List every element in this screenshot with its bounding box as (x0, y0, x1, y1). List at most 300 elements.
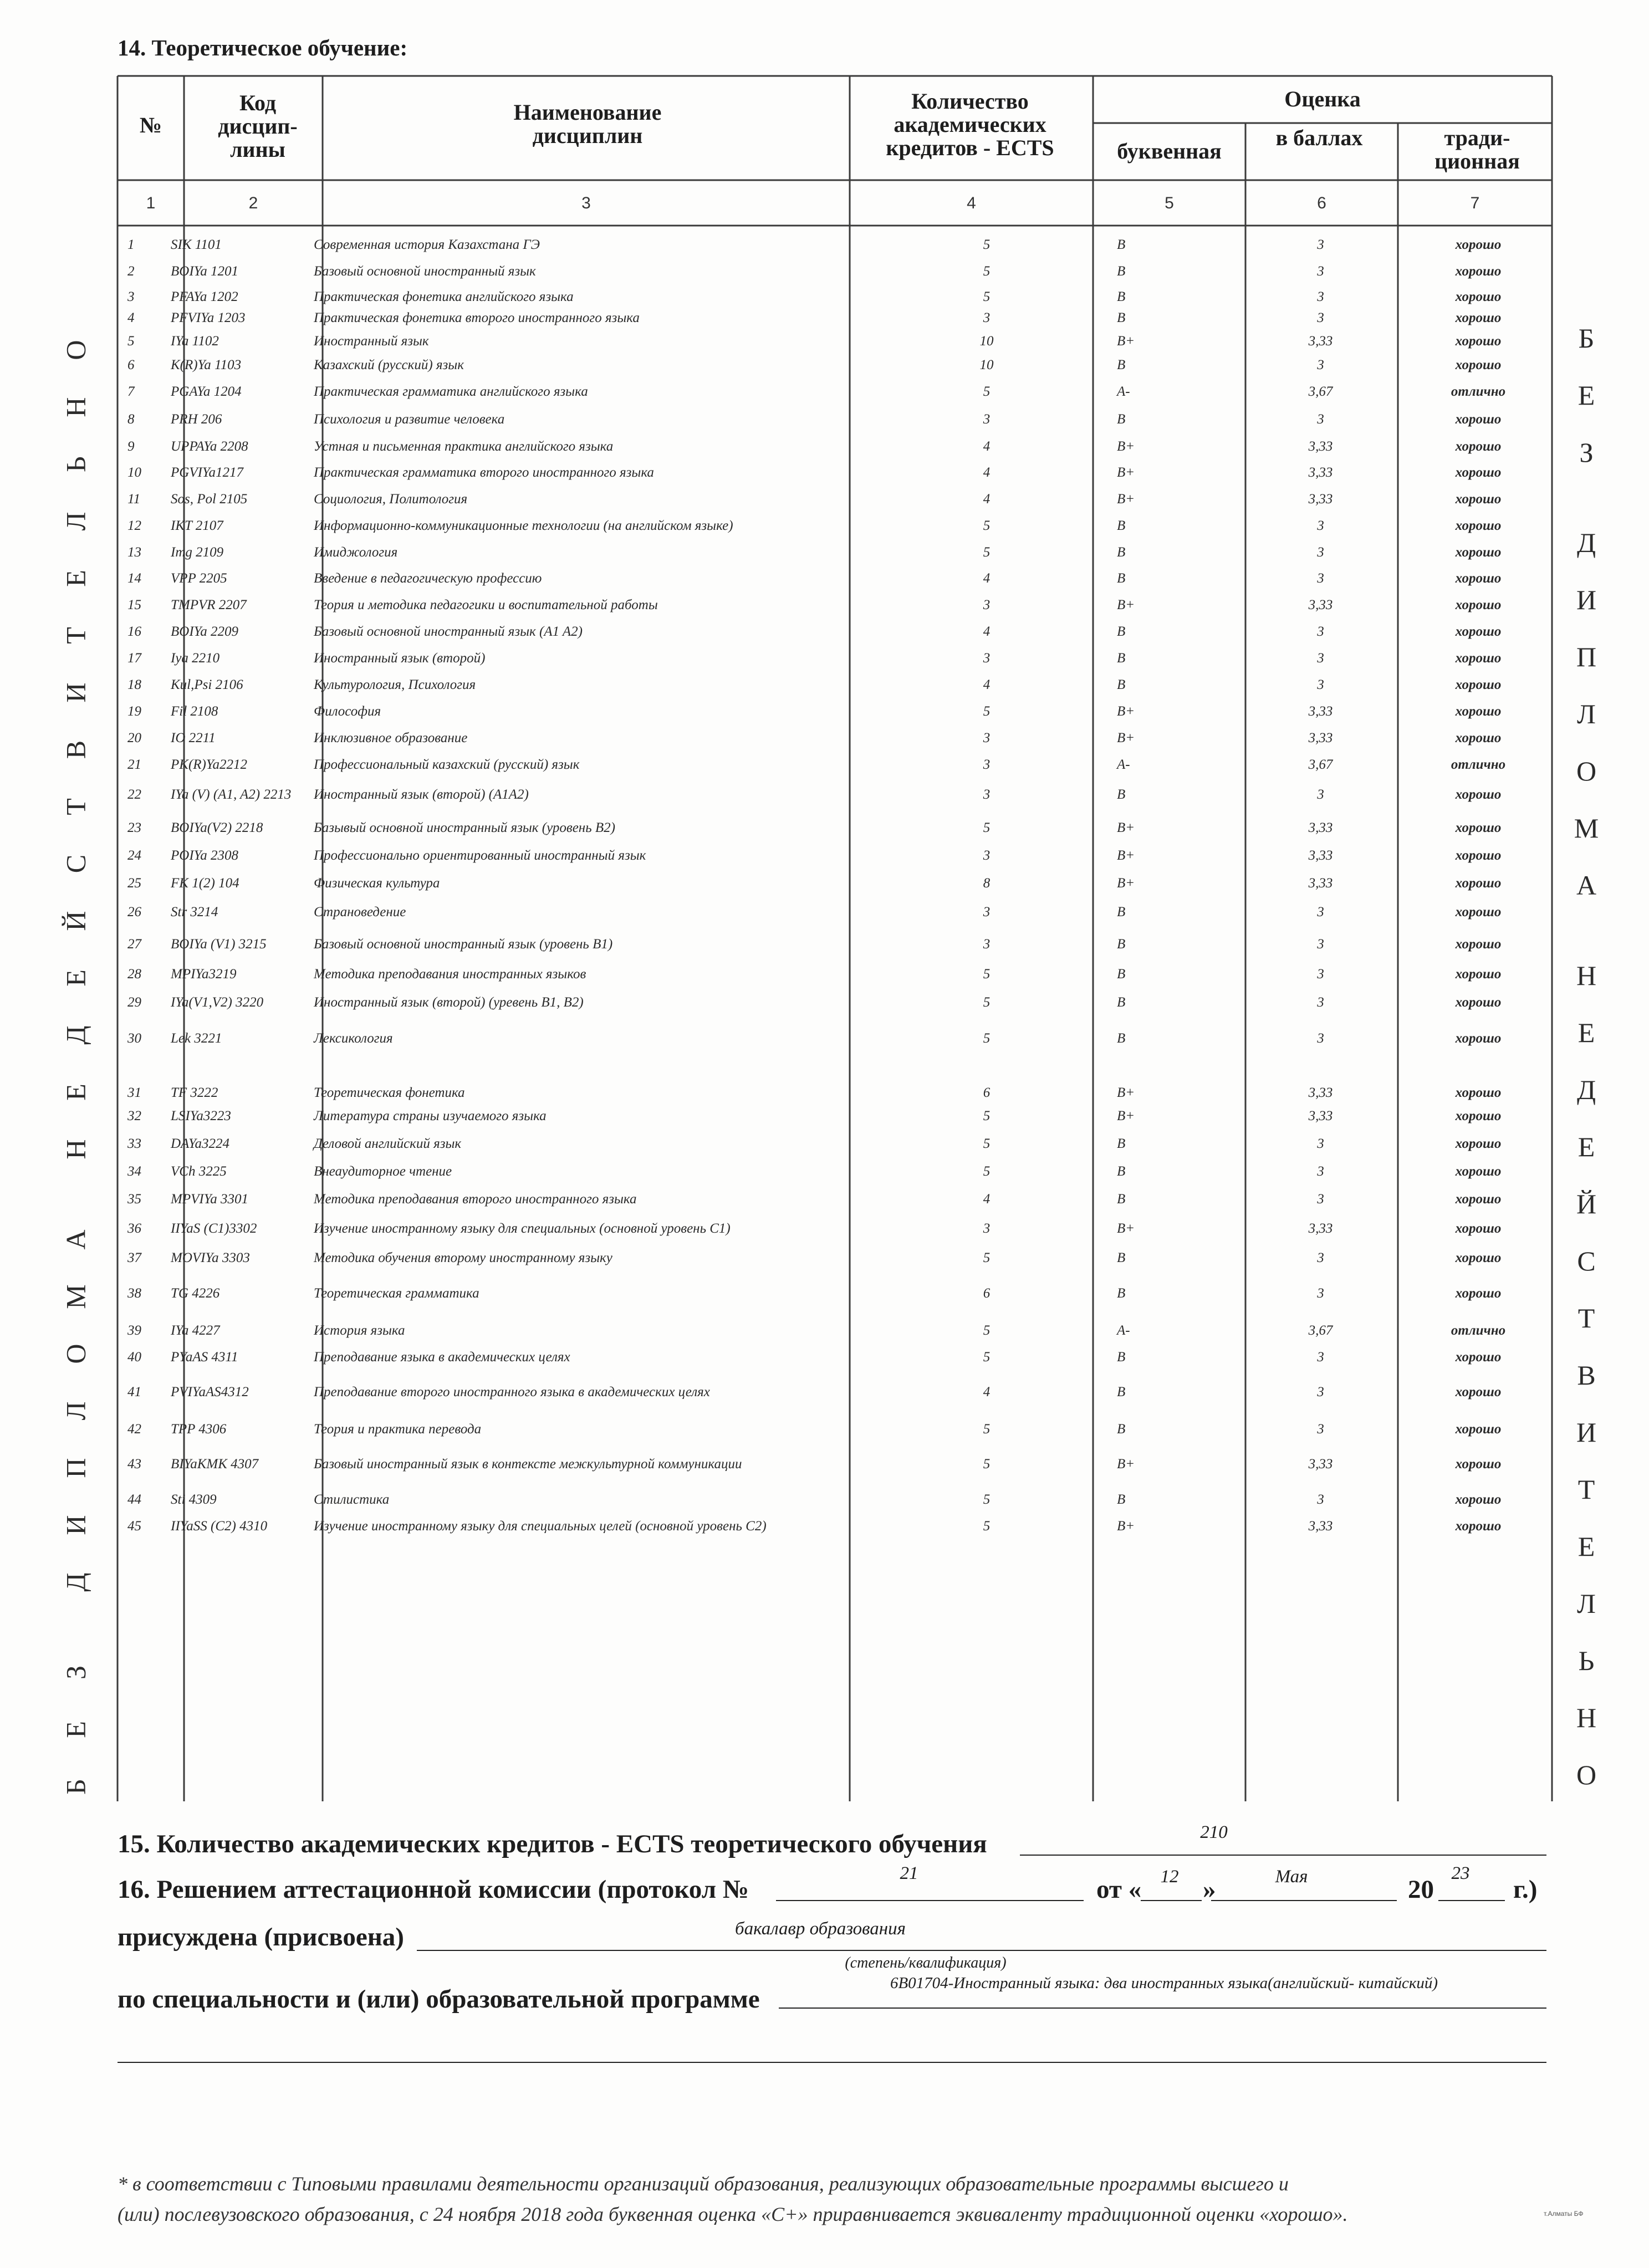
letter-grade: B+ (1117, 465, 1135, 480)
col-number-1: 1 (146, 194, 156, 212)
letter-grade: B+ (1117, 439, 1135, 454)
traditional-grade: хорошо (1455, 905, 1502, 920)
points-grade: 3,33 (1308, 1109, 1333, 1123)
letter-grade: B (1117, 289, 1126, 304)
traditional-grade: хорошо (1455, 1519, 1502, 1534)
credits-value: 4 (983, 465, 991, 480)
letter-grade: B (1117, 571, 1126, 586)
discipline-code: VPP 2205 (171, 571, 227, 586)
discipline-name: Преподавание языка в академических целях (314, 1350, 570, 1365)
letter-grade: B+ (1117, 731, 1135, 745)
row-number: 27 (127, 937, 141, 952)
discipline-code: PGAYa 1204 (171, 384, 242, 399)
discipline-code: BOIYa (V1) 3215 (171, 937, 267, 952)
letter-grade: B (1117, 1192, 1126, 1207)
points-grade: 3 (1317, 677, 1324, 692)
traditional-grade: хорошо (1455, 597, 1502, 612)
credits-value: 4 (983, 571, 991, 586)
credits-value: 3 (983, 787, 991, 802)
watermark-letter: Е (60, 1721, 91, 1738)
table-row (0, 518, 1649, 540)
table-row (0, 1250, 1649, 1273)
letter-grade: B (1117, 1422, 1126, 1437)
discipline-name: Литература страны изучаемого языка (314, 1109, 547, 1123)
specialty-underline (779, 2008, 1546, 2009)
row-number: 43 (127, 1457, 141, 1472)
row-number: 44 (127, 1492, 141, 1507)
month-value: Мая (1275, 1867, 1308, 1887)
watermark-letter: Д (60, 1025, 91, 1045)
discipline-code: PFVIYa 1203 (171, 310, 246, 325)
awarded-value: бакалавр образования (735, 1919, 906, 1939)
row-number: 36 (127, 1221, 141, 1236)
watermark-letter: Б (60, 1779, 91, 1795)
credits-value: 5 (983, 1109, 991, 1123)
traditional-grade: хорошо (1455, 967, 1502, 982)
header-grade: Оценка (1284, 86, 1361, 111)
points-grade: 3 (1317, 1031, 1324, 1046)
watermark-letter: Й (60, 911, 91, 931)
credits-value: 3 (983, 412, 991, 427)
watermark-letter: П (60, 1458, 91, 1478)
traditional-grade: хорошо (1455, 1085, 1502, 1100)
row-number: 32 (127, 1109, 141, 1123)
discipline-name: Базывый основной иностранный язык (уровень B2) (314, 820, 615, 835)
row-number: 39 (127, 1323, 141, 1338)
table-row (0, 876, 1649, 898)
quote-close: » (1203, 1875, 1216, 1904)
discipline-code: MOVIYa 3303 (171, 1250, 250, 1265)
traditional-grade: хорошо (1455, 1250, 1502, 1265)
table-row (0, 820, 1649, 842)
row-number: 12 (127, 518, 141, 533)
credits-value: 5 (983, 1250, 991, 1265)
discipline-code: Iya 2210 (171, 651, 220, 666)
table-row (0, 651, 1649, 673)
discipline-name: Философия (314, 704, 381, 719)
traditional-grade: хорошо (1455, 1221, 1502, 1236)
table-row (0, 1385, 1649, 1407)
discipline-code: IYa(V1,V2) 3220 (171, 995, 264, 1010)
table-row (0, 492, 1649, 514)
discipline-code: PK(R)Ya2212 (171, 757, 247, 772)
discipline-code: POIYa 2308 (171, 848, 239, 863)
discipline-name: Практическая фонетика английского языка (314, 289, 574, 304)
watermark-letter: Н (60, 1139, 91, 1159)
credits-value: 5 (983, 1519, 991, 1534)
table-row (0, 357, 1649, 380)
header-name: Наименование дисциплин (513, 100, 662, 148)
watermark-letter: Л (1577, 1588, 1596, 1619)
discipline-name: Деловой английский язык (314, 1136, 462, 1151)
watermark-letter (71, 1178, 104, 1211)
discipline-name: Страноведение (314, 905, 406, 920)
row-number: 24 (127, 848, 141, 863)
row-number: 34 (127, 1164, 141, 1179)
discipline-code: DAYa3224 (171, 1136, 230, 1151)
letter-grade: B (1117, 412, 1126, 427)
letter-grade: B (1117, 967, 1126, 982)
discipline-name: Методика преподавания иностранных языков (314, 967, 586, 982)
row-number: 2 (127, 264, 135, 279)
letter-grade: B (1117, 1250, 1126, 1265)
credits-value: 5 (983, 545, 991, 560)
row-number: 9 (127, 439, 135, 454)
credits-value: 5 (983, 1323, 991, 1338)
traditional-grade: хорошо (1455, 624, 1502, 639)
watermark-letter: Б (1578, 323, 1595, 354)
watermark-letter: И (1576, 584, 1597, 615)
table-row (0, 1085, 1649, 1107)
letter-grade: B (1117, 1136, 1126, 1151)
discipline-code: LSIYa3223 (171, 1109, 231, 1123)
discipline-code: Sti 4309 (171, 1492, 217, 1507)
watermark-letter: З (1579, 437, 1594, 468)
footnote-line-1: * в соответствии с Типовыми правилами деятельности организаций образования, реализующих образовательные программы высшего и (118, 2173, 1289, 2195)
header-no: № (139, 113, 162, 137)
traditional-grade: хорошо (1455, 1350, 1502, 1365)
discipline-code: PVIYaAS4312 (171, 1385, 249, 1399)
traditional-grade: хорошо (1455, 237, 1502, 252)
row-number: 25 (127, 876, 141, 891)
discipline-name: Базовый основной иностранный язык (314, 264, 536, 279)
row-number: 38 (127, 1286, 141, 1301)
table-row (0, 1136, 1649, 1158)
watermark-letter: А (60, 1229, 91, 1250)
table-row (0, 704, 1649, 726)
discipline-code: VCh 3225 (171, 1164, 227, 1179)
discipline-code: IIYaS (C1)3302 (171, 1221, 257, 1236)
section-16-label: 16. Решением аттестационной комиссии (протокол № (118, 1875, 749, 1904)
traditional-grade: хорошо (1455, 787, 1502, 802)
points-grade: 3,67 (1308, 757, 1333, 772)
letter-grade: B (1117, 905, 1126, 920)
points-grade: 3,33 (1308, 731, 1333, 745)
letter-grade: B+ (1117, 1109, 1135, 1123)
credits-value: 5 (983, 704, 991, 719)
points-grade: 3 (1317, 1422, 1324, 1437)
traditional-grade: хорошо (1455, 1457, 1502, 1472)
row-number: 11 (127, 492, 141, 507)
watermark-letter: И (60, 1515, 91, 1535)
points-grade: 3 (1317, 545, 1324, 560)
traditional-grade: хорошо (1455, 1422, 1502, 1437)
discipline-name: Лексикология (314, 1031, 393, 1046)
discipline-name: Культурология, Психология (314, 677, 476, 692)
credits-value: 10 (979, 334, 994, 349)
discipline-code: Sos, Pol 2105 (171, 492, 248, 507)
discipline-name: Имиджология (314, 545, 398, 560)
traditional-grade: хорошо (1455, 731, 1502, 745)
points-grade: 3,33 (1308, 1519, 1333, 1534)
discipline-name: Социология, Политология (314, 492, 468, 507)
row-number: 28 (127, 967, 141, 982)
row-number: 22 (127, 787, 141, 802)
table-row (0, 1031, 1649, 1053)
watermark-letter: А (1576, 870, 1597, 901)
watermark-letter: С (1577, 1245, 1596, 1276)
watermark-letter (71, 1611, 104, 1644)
discipline-name: Теория и методика педагогики и воспитательной работы (314, 597, 658, 612)
points-grade: 3,33 (1308, 597, 1333, 612)
specialty-value: 6B01704-Иностранный языка: два иностранных языка(английский- китайский) (890, 1974, 1438, 1992)
row-number: 17 (127, 651, 141, 666)
letter-grade: A- (1117, 1323, 1130, 1338)
watermark-letter: Д (60, 1572, 91, 1592)
table-row (0, 384, 1649, 406)
watermark-letter: Л (60, 1401, 91, 1421)
traditional-grade: хорошо (1455, 820, 1502, 835)
row-number: 42 (127, 1422, 141, 1437)
section-14-title: 14. Теоретическое обучение: (118, 35, 408, 60)
discipline-name: Базовый основной иностранный язык (A1 A2) (314, 624, 583, 639)
letter-grade: B (1117, 237, 1126, 252)
row-number: 1 (127, 237, 135, 252)
traditional-grade: хорошо (1455, 876, 1502, 891)
points-grade: 3 (1317, 518, 1324, 533)
watermark-letter: Н (1576, 1702, 1597, 1733)
letter-grade: B+ (1117, 820, 1135, 835)
discipline-name: Иностранный язык (второй) (уревень B1, B2) (314, 995, 584, 1010)
credits-value: 5 (983, 967, 991, 982)
traditional-grade: хорошо (1455, 465, 1502, 480)
table-row (0, 1519, 1649, 1541)
table-row (0, 731, 1649, 753)
discipline-name: Теоретическая фонетика (314, 1085, 465, 1100)
letter-grade: B (1117, 937, 1126, 952)
discipline-name: Базовый основной иностранный язык (уровень B1) (314, 937, 613, 952)
blank-underline (118, 2062, 1546, 2063)
letter-grade: B (1117, 1492, 1126, 1507)
points-grade: 3,33 (1308, 492, 1333, 507)
awarded-underline (417, 1950, 1546, 1951)
traditional-grade: хорошо (1455, 937, 1502, 952)
row-number: 26 (127, 905, 141, 920)
letter-grade: B (1117, 518, 1126, 533)
table-row (0, 237, 1649, 259)
watermark-letter: Ь (60, 456, 91, 472)
traditional-grade: хорошо (1455, 518, 1502, 533)
traditional-grade: хорошо (1455, 1031, 1502, 1046)
row-number: 30 (127, 1031, 141, 1046)
watermark-letter: Т (60, 798, 91, 815)
table-row (0, 1350, 1649, 1372)
row-number: 20 (127, 731, 141, 745)
points-grade: 3,33 (1308, 876, 1333, 891)
letter-grade: B (1117, 624, 1126, 639)
table-row (0, 571, 1649, 593)
letter-grade: B+ (1117, 334, 1135, 349)
discipline-code: TMPVR 2207 (171, 597, 247, 612)
points-grade: 3,33 (1308, 465, 1333, 480)
points-grade: 3 (1317, 571, 1324, 586)
discipline-code: BOIYa 2209 (171, 624, 239, 639)
year-prefix: 20 (1408, 1875, 1434, 1904)
header-traditional: тради-ционная (1434, 125, 1520, 173)
points-grade: 3 (1317, 237, 1324, 252)
points-grade: 3,33 (1308, 334, 1333, 349)
credits-value: 5 (983, 1350, 991, 1365)
points-grade: 3 (1317, 787, 1324, 802)
discipline-code: PRH 206 (171, 412, 222, 427)
credits-value: 4 (983, 677, 991, 692)
traditional-grade: хорошо (1455, 1136, 1502, 1151)
points-grade: 3 (1317, 905, 1324, 920)
watermark-letter: Й (1576, 1188, 1597, 1219)
traditional-grade: хорошо (1455, 848, 1502, 863)
traditional-grade: хорошо (1455, 412, 1502, 427)
col-number-2: 2 (248, 194, 258, 212)
credits-value: 3 (983, 1221, 991, 1236)
row-number: 31 (127, 1085, 141, 1100)
row-number: 16 (127, 624, 141, 639)
row-number: 40 (127, 1350, 141, 1365)
traditional-grade: хорошо (1455, 334, 1502, 349)
watermark-letter: О (1576, 1759, 1597, 1790)
discipline-code: Lek 3221 (171, 1031, 222, 1046)
letter-grade: B (1117, 1286, 1126, 1301)
left-side-watermark (60, 321, 104, 1815)
points-grade: 3 (1317, 624, 1324, 639)
credits-value: 3 (983, 651, 991, 666)
credits-value: 5 (983, 289, 991, 304)
discipline-name: История языка (314, 1323, 405, 1338)
traditional-grade: хорошо (1455, 310, 1502, 325)
points-grade: 3,33 (1308, 848, 1333, 863)
letter-grade: B (1117, 1031, 1126, 1046)
table-row (0, 677, 1649, 699)
discipline-name: Методика обучения второму иностранному языку (314, 1250, 612, 1265)
discipline-code: TG 4226 (171, 1286, 220, 1301)
from-label: от « (1096, 1875, 1142, 1904)
letter-grade: B (1117, 545, 1126, 560)
credits-value: 5 (983, 264, 991, 279)
credits-value: 8 (983, 876, 991, 891)
table-row (0, 1422, 1649, 1444)
watermark-letter: Т (1577, 1302, 1595, 1334)
discipline-code: MPIYa3219 (171, 967, 237, 982)
discipline-name: Введение в педагогическую профессию (314, 571, 542, 586)
awarded-label: присуждена (присвоена) (118, 1923, 404, 1952)
watermark-letter: Е (60, 570, 91, 587)
table-row (0, 995, 1649, 1017)
discipline-code: K(R)Ya 1103 (171, 357, 242, 372)
points-grade: 3 (1317, 1286, 1324, 1301)
traditional-grade: хорошо (1455, 357, 1502, 372)
credits-value: 4 (983, 439, 991, 454)
watermark-letter: С (60, 854, 91, 874)
discipline-name: Стилистика (314, 1492, 390, 1507)
traditional-grade: хорошо (1455, 704, 1502, 719)
discipline-code: TF 3222 (171, 1085, 218, 1100)
traditional-grade: хорошо (1455, 1164, 1502, 1179)
row-number: 21 (127, 757, 141, 772)
footnote-line-2: (или) послевузовского образования, с 24 ноября 2018 года буквенная оценка «С+» приравнивается эквиваленту традиционной оценки «хорошо». (118, 2203, 1348, 2225)
table-row (0, 1286, 1649, 1308)
credits-value: 4 (983, 624, 991, 639)
points-grade: 3 (1317, 264, 1324, 279)
protocol-underline (776, 1900, 1084, 1901)
points-grade: 3 (1317, 1192, 1324, 1207)
watermark-letter: В (1577, 1360, 1596, 1391)
row-number: 35 (127, 1192, 141, 1207)
discipline-code: Img 2109 (171, 545, 224, 560)
row-number: 45 (127, 1519, 141, 1534)
discipline-name: Казахский (русский) язык (314, 357, 464, 372)
credits-value: 6 (983, 1085, 991, 1100)
credits-value: 5 (983, 518, 991, 533)
watermark-letter: З (60, 1665, 91, 1680)
discipline-code: BOIYa 1201 (171, 264, 239, 279)
discipline-code: IKT 2107 (171, 518, 223, 533)
traditional-grade: хорошо (1455, 264, 1502, 279)
table-row (0, 289, 1649, 311)
points-grade: 3,67 (1308, 1323, 1333, 1338)
traditional-grade: отлично (1451, 384, 1506, 399)
discipline-name: Преподавание второго иностранного языка в академических целях (314, 1385, 710, 1399)
row-number: 23 (127, 820, 141, 835)
points-grade: 3,33 (1308, 1221, 1333, 1236)
points-grade: 3,33 (1308, 1457, 1333, 1472)
section-15-value: 210 (1200, 1822, 1228, 1842)
discipline-code: SIK 1101 (171, 237, 222, 252)
credits-value: 3 (983, 597, 991, 612)
discipline-name: Физическая культура (314, 876, 440, 891)
table-row (0, 1492, 1649, 1514)
credits-value: 5 (983, 1457, 991, 1472)
discipline-name: Методика преподавания второго иностранного языка (314, 1192, 637, 1207)
credits-value: 4 (983, 1192, 991, 1207)
watermark-letter: Д (1576, 527, 1596, 558)
traditional-grade: хорошо (1455, 651, 1502, 666)
traditional-grade: хорошо (1455, 1385, 1502, 1399)
table-row (0, 848, 1649, 870)
letter-grade: B (1117, 677, 1126, 692)
discipline-code: PYaAS 4311 (171, 1350, 238, 1365)
right-side-watermark (1570, 321, 1603, 1815)
discipline-code: IIYaSS (C2) 4310 (171, 1519, 268, 1534)
col-number-3: 3 (581, 194, 591, 212)
table-row (0, 624, 1649, 646)
discipline-name: Теория и практика перевода (314, 1422, 482, 1437)
discipline-code: BOIYa(V2) 2218 (171, 820, 263, 835)
watermark-letter: Е (1577, 1131, 1595, 1162)
credits-value: 5 (983, 384, 991, 399)
row-number: 8 (127, 412, 135, 427)
traditional-grade: отлично (1451, 1323, 1506, 1338)
watermark-letter: В (60, 740, 91, 759)
row-number: 14 (127, 571, 141, 586)
table-row (0, 545, 1649, 567)
year-underline (1438, 1900, 1505, 1901)
specialty-label: по специальности и (или) образовательной программе (118, 1985, 760, 2014)
letter-grade: A- (1117, 757, 1130, 772)
row-number: 15 (127, 597, 141, 612)
credits-value: 5 (983, 1031, 991, 1046)
discipline-name: Психология и развитие человека (314, 412, 505, 427)
col-number-5: 5 (1165, 194, 1174, 212)
letter-grade: B (1117, 995, 1126, 1010)
points-grade: 3 (1317, 1164, 1324, 1179)
discipline-code: Kul,Psi 2106 (171, 677, 243, 692)
table-row (0, 264, 1649, 286)
header-points: в баллах (1275, 125, 1363, 150)
points-grade: 3 (1317, 1250, 1324, 1265)
traditional-grade: хорошо (1455, 545, 1502, 560)
points-grade: 3 (1317, 1492, 1324, 1507)
letter-grade: B (1117, 651, 1126, 666)
watermark-letter: Е (60, 1084, 91, 1101)
